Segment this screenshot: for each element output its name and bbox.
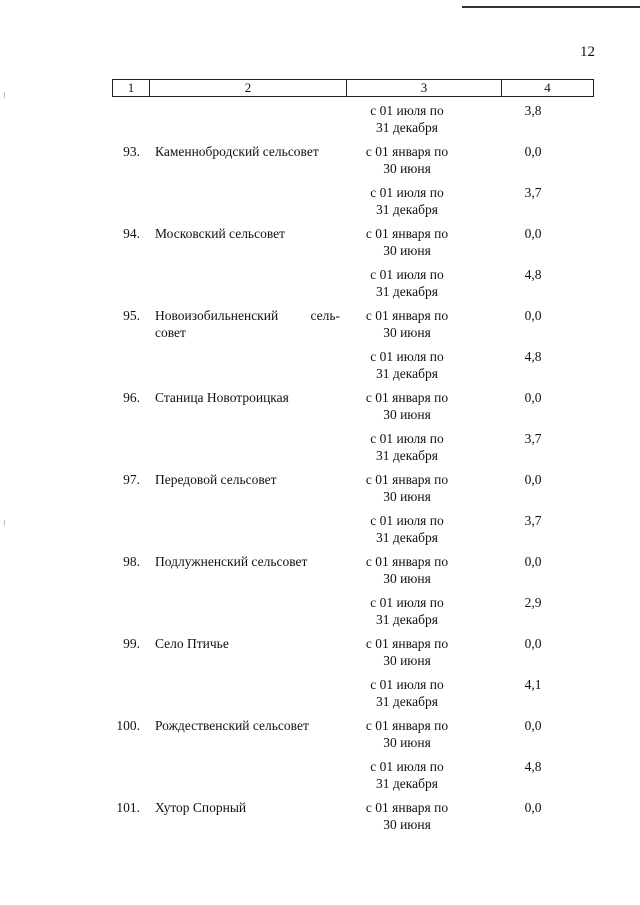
- municipality-name: Рождественский сельсовет: [155, 718, 309, 733]
- period-cell: [344, 717, 470, 751]
- period-end: 30 июня: [383, 489, 431, 504]
- municipality-name: Подлужненский сельсовет: [155, 554, 308, 569]
- period-start: с 01 января по: [365, 636, 449, 651]
- margin-mark: [4, 520, 5, 526]
- period-start: с 01 июля по: [370, 595, 444, 610]
- period-start: с 01 января по: [365, 308, 449, 323]
- municipality-name: Каменнобродский сельсовет: [155, 144, 319, 159]
- period-end: 31 декабря: [376, 612, 438, 627]
- header-col-1: 1: [127, 80, 135, 95]
- value-cell: 0,0: [524, 636, 542, 651]
- period-start: с 01 января по: [365, 390, 449, 405]
- period-cell: [344, 512, 470, 546]
- period-cell: [344, 143, 470, 177]
- period-cell: [344, 389, 470, 423]
- period-end: 31 декабря: [376, 694, 438, 709]
- period-end: 30 июня: [383, 653, 431, 668]
- value-cell: 4,1: [524, 677, 542, 692]
- period-end: 30 июня: [383, 407, 431, 422]
- row-number: 95.: [123, 308, 140, 323]
- value-cell: 3,7: [524, 513, 542, 528]
- row-number: 98.: [123, 554, 140, 569]
- period-cell: [344, 758, 470, 792]
- value-cell: 3,8: [524, 103, 542, 118]
- period-start: с 01 июля по: [370, 677, 444, 692]
- value-cell: 0,0: [524, 226, 542, 241]
- period-start: с 01 июля по: [370, 267, 444, 282]
- period-start: с 01 июля по: [370, 349, 444, 364]
- municipality-name: Станица Новотроицкая: [155, 390, 289, 405]
- period-start: с 01 января по: [365, 554, 449, 569]
- period-start: с 01 июля по: [370, 185, 444, 200]
- period-start: с 01 июля по: [370, 431, 444, 446]
- value-cell: 4,8: [524, 349, 542, 364]
- period-cell: [344, 184, 470, 218]
- period-cell: [344, 307, 470, 341]
- period-end: 31 декабря: [376, 284, 438, 299]
- period-cell: [344, 430, 470, 464]
- municipality-name: Село Птичье: [155, 636, 229, 651]
- value-cell: 0,0: [524, 800, 542, 815]
- value-cell: 0,0: [524, 144, 542, 159]
- value-cell: 2,9: [524, 595, 542, 610]
- period-cell: [344, 594, 470, 628]
- value-cell: 3,7: [524, 431, 542, 446]
- period-end: 30 июня: [383, 571, 431, 586]
- value-cell: 0,0: [524, 390, 542, 405]
- margin-mark: [4, 92, 5, 98]
- row-number: 94.: [123, 226, 140, 241]
- period-end: 31 декабря: [376, 202, 438, 217]
- period-end: 31 декабря: [376, 366, 438, 381]
- period-cell: [344, 471, 470, 505]
- period-end: 31 декабря: [376, 530, 438, 545]
- row-number: 101.: [116, 800, 140, 815]
- municipality-name: Новоизобильненский сель-совет: [155, 308, 340, 340]
- period-cell: [344, 799, 470, 833]
- period-cell: [344, 348, 470, 382]
- period-start: с 01 января по: [365, 472, 449, 487]
- value-cell: 0,0: [524, 472, 542, 487]
- period-cell: [344, 635, 470, 669]
- top-rule: [462, 6, 640, 8]
- municipality-name: Передовой сельсовет: [155, 472, 277, 487]
- municipality-name: Хутор Спорный: [155, 800, 247, 815]
- period-cell: [344, 102, 470, 136]
- period-cell: [344, 266, 470, 300]
- value-cell: 0,0: [524, 308, 542, 323]
- period-start: с 01 июля по: [370, 103, 444, 118]
- row-number: 99.: [123, 636, 140, 651]
- table-header: [112, 79, 594, 97]
- period-cell: [344, 225, 470, 259]
- period-start: с 01 июля по: [370, 759, 444, 774]
- period-cell: [344, 676, 470, 710]
- period-start: с 01 января по: [365, 226, 449, 241]
- row-number: 96.: [123, 390, 140, 405]
- row-number: 93.: [123, 144, 140, 159]
- value-cell: 3,7: [524, 185, 542, 200]
- period-end: 31 декабря: [376, 776, 438, 791]
- row-number: 97.: [123, 472, 140, 487]
- period-start: с 01 января по: [365, 718, 449, 733]
- period-end: 30 июня: [383, 243, 431, 258]
- value-cell: 4,8: [524, 267, 542, 282]
- value-cell: 0,0: [524, 718, 542, 733]
- page-number: 12: [580, 44, 595, 60]
- period-end: 30 июня: [383, 325, 431, 340]
- period-end: 31 декабря: [376, 448, 438, 463]
- municipality-name: Московский сельсовет: [155, 226, 286, 241]
- header-col-3: 3: [420, 80, 428, 95]
- value-cell: 4,8: [524, 759, 542, 774]
- period-end: 30 июня: [383, 735, 431, 750]
- period-start: с 01 января по: [365, 144, 449, 159]
- period-start: с 01 июля по: [370, 513, 444, 528]
- period-cell: [344, 553, 470, 587]
- row-number: 100.: [116, 718, 140, 733]
- period-start: с 01 января по: [365, 800, 449, 815]
- value-cell: 0,0: [524, 554, 542, 569]
- header-col-2: 2: [244, 80, 252, 95]
- period-end: 31 декабря: [376, 120, 438, 135]
- period-end: 30 июня: [383, 161, 431, 176]
- header-col-4: 4: [544, 80, 551, 95]
- period-end: 30 июня: [383, 817, 431, 832]
